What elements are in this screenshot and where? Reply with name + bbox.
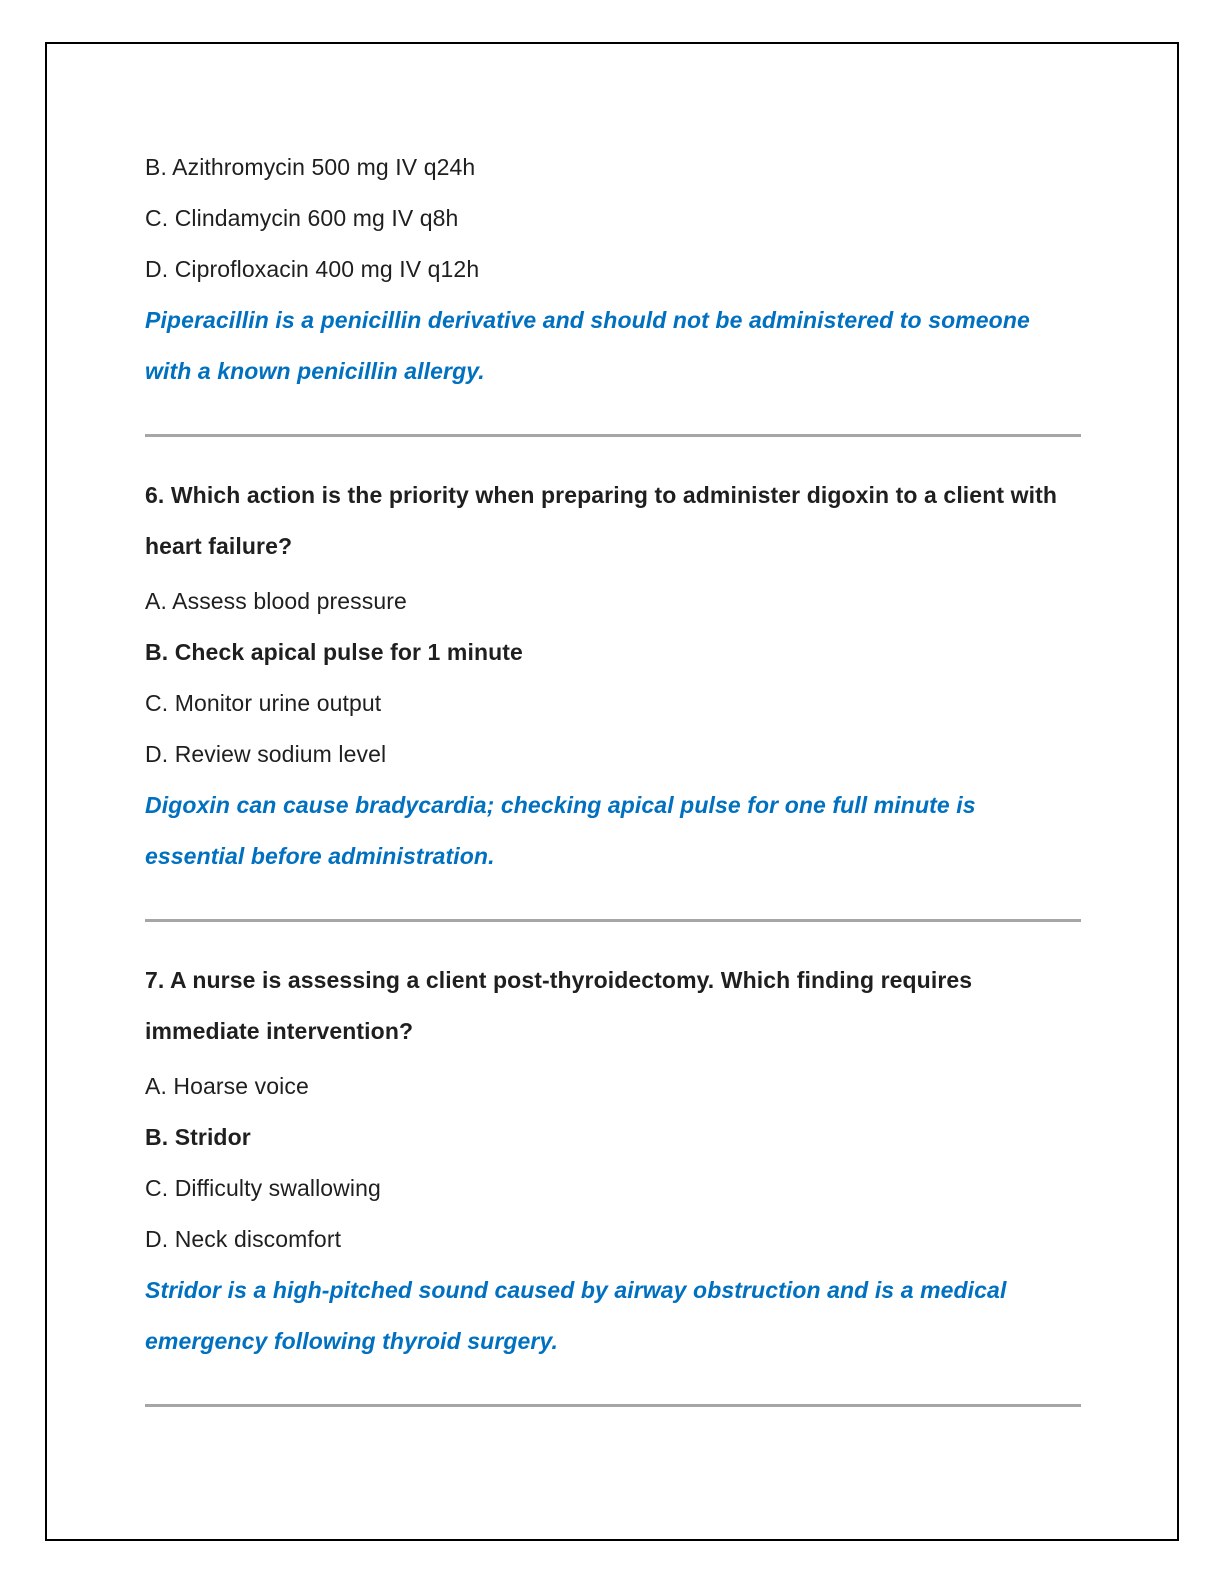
section-divider: [145, 1404, 1081, 1407]
answer-option: D. Ciprofloxacin 400 mg IV q12h: [145, 256, 480, 282]
rationale-text: Stridor is a high-pitched sound caused by airway obstruction and is a medical emergency following thyroid surgery.: [145, 1277, 1007, 1354]
section-divider: [145, 434, 1081, 437]
question-stem: 7. A nurse is assessing a client post-thyroidectomy. Which finding requires immediate intervention?: [145, 967, 973, 1044]
answer-option: B. Azithromycin 500 mg IV q24h: [145, 154, 476, 180]
section-divider: [145, 919, 1081, 922]
answer-option: C. Difficulty swallowing: [145, 1175, 381, 1201]
rationale-text: Piperacillin is a penicillin derivative and should not be administered to someone with a known penicillin allergy.: [145, 307, 1030, 384]
answer-option-correct: B. Stridor: [145, 1124, 251, 1150]
answer-option: D. Review sodium level: [145, 741, 387, 767]
answer-option: A. Hoarse voice: [145, 1073, 309, 1099]
answer-option: C. Clindamycin 600 mg IV q8h: [145, 205, 459, 231]
answer-option: D. Neck discomfort: [145, 1226, 342, 1252]
document-page: [45, 42, 1179, 1541]
question-stem: 6. Which action is the priority when preparing to administer digoxin to a client with heart failure?: [145, 482, 1057, 559]
answer-option-correct: B. Check apical pulse for 1 minute: [145, 639, 523, 665]
rationale-text: Digoxin can cause bradycardia; checking apical pulse for one full minute is essential before administration.: [145, 792, 976, 869]
answer-option: A. Assess blood pressure: [145, 588, 407, 614]
answer-option: C. Monitor urine output: [145, 690, 382, 716]
